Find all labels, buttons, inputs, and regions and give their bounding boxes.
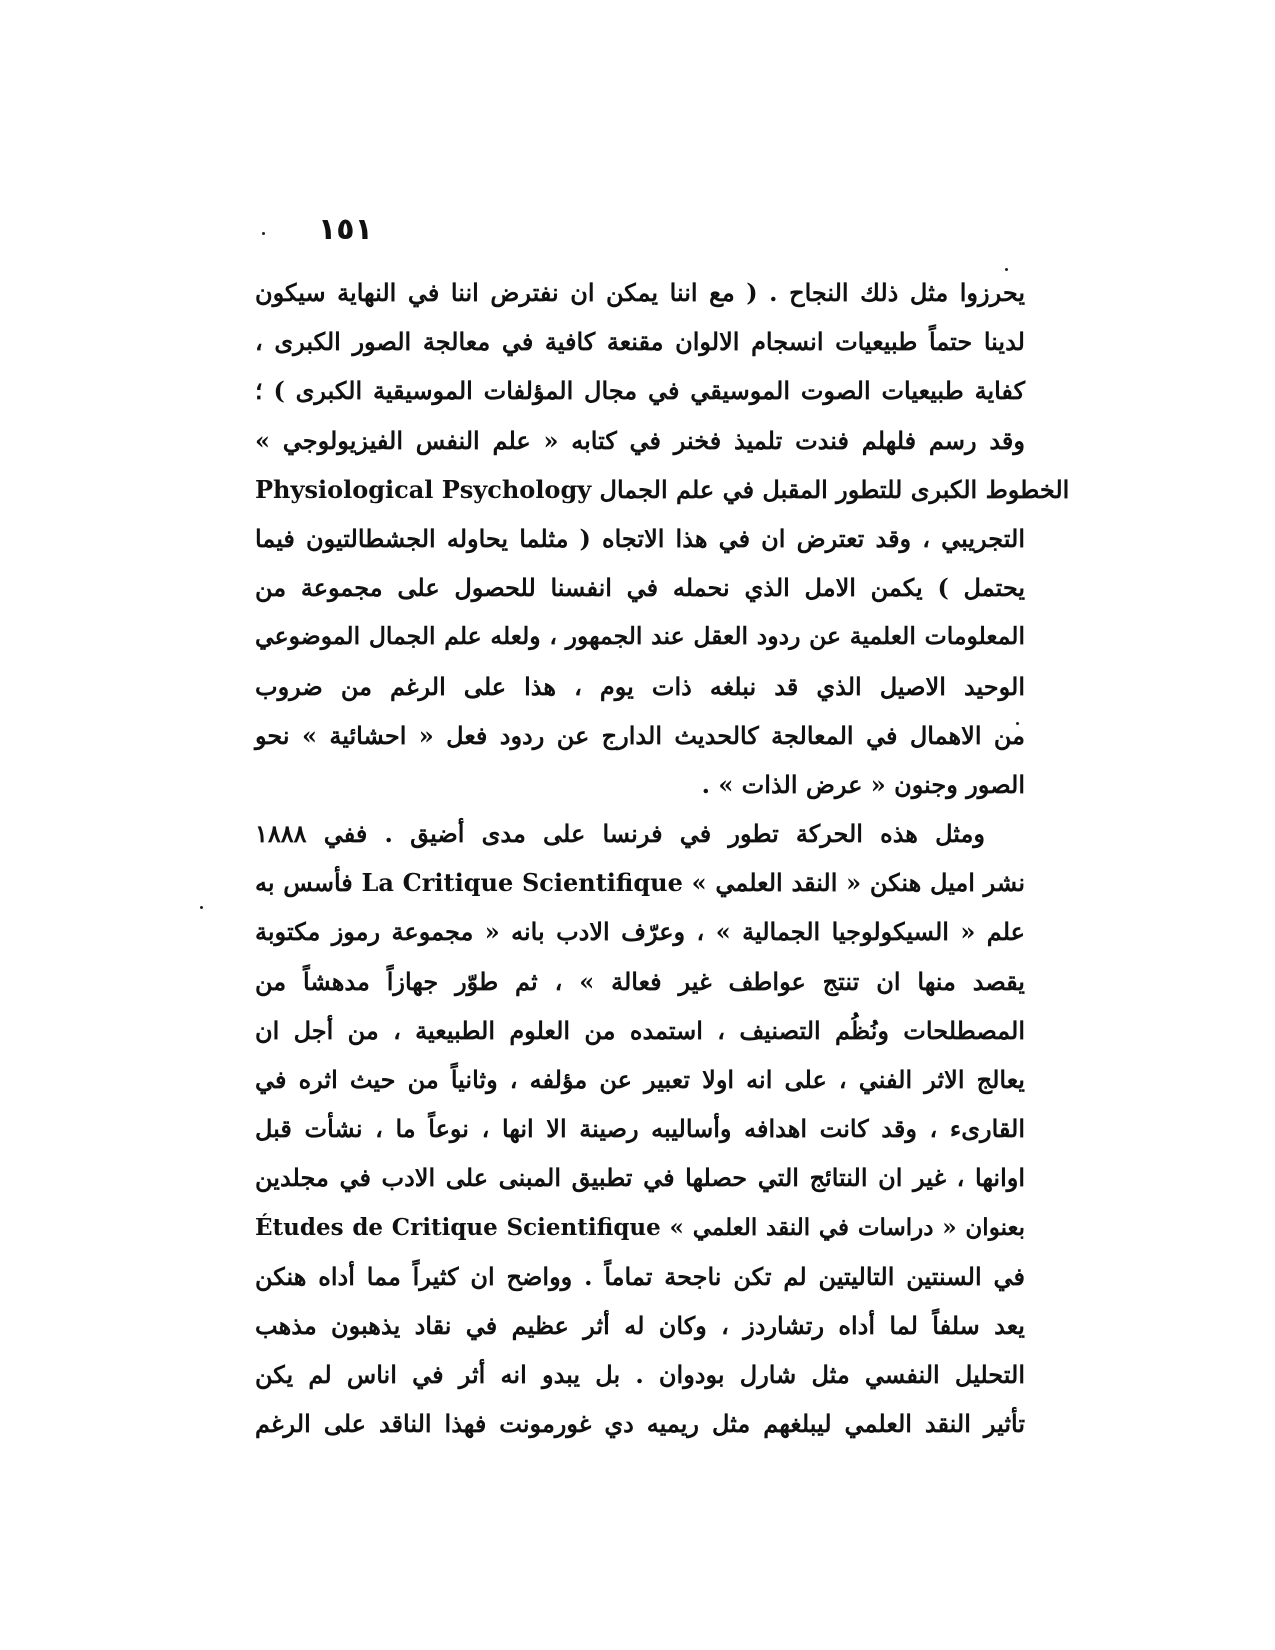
- paragraph: [255, 809, 1025, 1448]
- scan-speck: [262, 232, 265, 235]
- text-line: اوانها ، غير ان النتائج التي حصلها في تطبيق المبنى على الادب في مجلدين: [255, 1163, 1025, 1193]
- text-line: علم « السيكولوجيا الجمالية » ، وعرّف الادب بانه « مجموعة رموز مكتوبة: [255, 917, 1025, 947]
- text-line: المعلومات العلمية عن ردود العقل عند الجمهور ، ولعله علم الجمال الموضوعي: [255, 622, 1025, 651]
- text-line: الصور وجنون « عرض الذات » .: [701, 769, 1025, 799]
- text-line: ومثل هذه الحركة تطور في فرنسا على مدى أضيق . ففي ١٨٨٨: [255, 819, 985, 849]
- text-line: وقد رسم فلهلم فندت تلميذ فخنر في كتابه « علم النفس الفيزيولوجي »: [255, 425, 1025, 455]
- text-line: كفاية طبيعيات الصوت الموسيقي في مجال المؤلفات الموسيقية الكبرى ) ؛: [255, 376, 1025, 406]
- text-line: المصطلحات ونُظُم التصنيف ، استمده من العلوم الطبيعية ، من أجل ان: [255, 1015, 1025, 1045]
- text-line: Physiological Psychology الخطوط الكبرى للتطور المقبل في علم الجمال: [255, 474, 1070, 504]
- text-line: بعنوان « دراسات في النقد العلمي » Études de Critique Scientifique: [255, 1213, 1026, 1241]
- text-line: يحرزوا مثل ذلك النجاح . ( مع اننا يمكن ان نفترض اننا في النهاية سيكون: [255, 278, 1025, 307]
- text-line: يعالج الاثر الفني ، على انه اولا تعبير عن مؤلفه ، وثانياً من حيث اثره في: [255, 1065, 1025, 1094]
- text-line: التجريبي ، وقد تعترض ان في هذا الاتجاه ( مثلما يحاوله الجشطالتيون فيما: [255, 523, 1025, 553]
- text-line: يعد سلفاً لما أداه رتشاردز ، وكان له أثر عظيم في نقاد يذهبون مذهب: [255, 1310, 1025, 1340]
- text-line: يحتمل ) يكمن الامل الذي نحمله في انفسنا للحصول على مجموعة من: [255, 573, 1025, 603]
- text-line: الوحيد الاصيل الذي قد نبلغه ذات يوم ، هذا على الرغم من ضروب: [255, 671, 1025, 701]
- text-line: تأثير النقد العلمي ليبلغهم مثل ريميه دي غورمونت فهذا الناقد على الرغم: [255, 1409, 1025, 1439]
- text-line: من الاهمال في المعالجة كالحديث الدارج عن ردود فعل « احشائية » نحو: [255, 720, 1025, 750]
- text-line: القارىء ، وقد كانت اهدافه وأساليبه رصينة الا انها ، نوعاً ما ، نشأت قبل: [255, 1114, 1025, 1144]
- text-line: نشر اميل هنكن « النقد العلمي » La Critique Scientifique فأسس به: [255, 868, 1026, 898]
- text-line: التحليل النفسي مثل شارل بودوان . بل يبدو انه أثر في اناس لم يكن: [255, 1360, 1025, 1390]
- page-number: ١٥١: [318, 212, 373, 247]
- body-text: [255, 268, 1070, 1449]
- text-line: يقصد منها ان تنتج عواطف غير فعالة » ، ثم طوّر جهازاً مدهشاً من: [255, 966, 1025, 996]
- text-line: في السنتين التاليتين لم تكن ناجحة تماماً . وواضح ان كثيراً مما أداه هنكن: [255, 1261, 1025, 1291]
- paragraph: [255, 268, 1070, 809]
- scan-speck: [200, 906, 203, 909]
- text-line: لدينا حتماً طبيعيات انسجام الالوان مقنعة كافية في معالجة الصور الكبرى ،: [255, 327, 1025, 357]
